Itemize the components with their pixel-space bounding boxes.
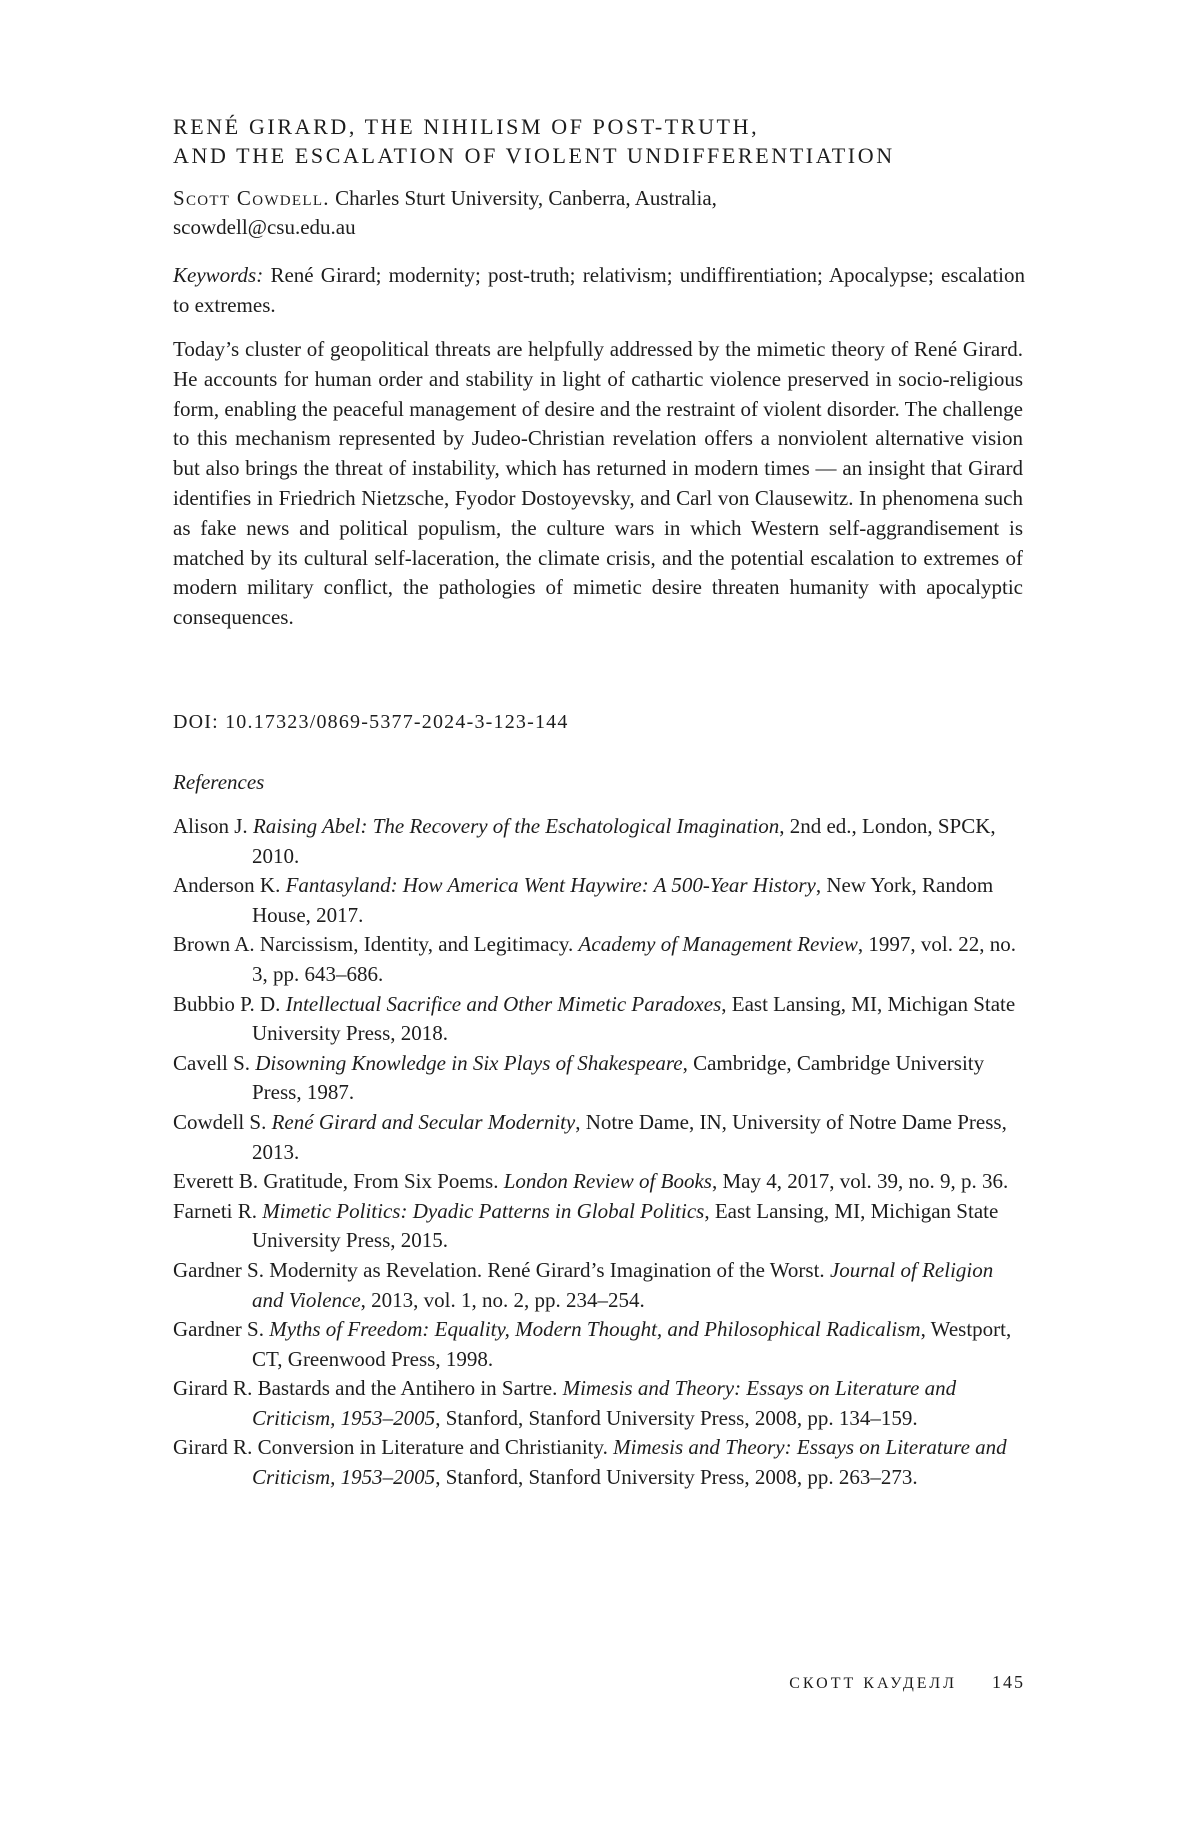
reference-details: , New York, Random House, 2017. <box>252 873 994 927</box>
reference-item <box>173 1433 1025 1492</box>
page-footer <box>789 1672 1025 1693</box>
reference-text: Anderson K. <box>173 873 286 898</box>
reference-italic-title: Mimesis and Theory: Essays on Literature and Criticism, 1953–2005 <box>252 1376 957 1430</box>
keywords-label: Keywords: <box>173 263 264 287</box>
author-name: Scott Cowdell. <box>173 186 330 210</box>
article-title-line-1: RENÉ GIRARD, THE NIHILISM OF POST-TRUTH, <box>173 114 760 139</box>
reference-item <box>173 871 1025 930</box>
article-title-line-2: AND THE ESCALATION OF VIOLENT UNDIFFERENTIATION <box>173 143 895 168</box>
reference-item <box>173 1374 1025 1433</box>
author-email[interactable]: scowdell@csu.edu.au <box>173 215 356 239</box>
reference-text: Cowdell S. <box>173 1109 272 1134</box>
doi[interactable]: DOI: 10.17323/0869-5377-2024-3-123-144 <box>173 711 569 733</box>
reference-italic-title: Mimesis and Theory: Essays on Literature and Criticism, 1953–2005 <box>252 1435 1007 1490</box>
reference-details: , Stanford, Stanford University Press, 2008, pp. 263–273. <box>435 1465 918 1490</box>
reference-item <box>173 1049 1025 1108</box>
reference-italic-title: Journal of Religion and Violence <box>252 1257 994 1312</box>
reference-item <box>173 990 1025 1049</box>
reference-details: , Cambridge, Cambridge University Press, 1987. <box>252 1050 985 1105</box>
reference-text: Everett B. Gratitude, From Six Poems. <box>173 1169 504 1194</box>
reference-text: Cavell S. <box>173 1050 256 1075</box>
reference-text: Gardner S. <box>173 1317 270 1342</box>
reference-item <box>173 930 1025 989</box>
reference-item <box>173 1167 1025 1197</box>
reference-text: Gardner S. Modernity as Revelation. René Girard’s Imagination of the Worst. <box>173 1257 830 1282</box>
reference-text: Bubbio P. D. <box>173 991 286 1016</box>
reference-details: , 2013, vol. 1, no. 2, pp. 234–254. <box>360 1287 645 1312</box>
reference-italic-title: Academy of Management Review <box>578 932 858 957</box>
author-affiliation: Charles Sturt University, Canberra, Australia, <box>335 186 717 210</box>
reference-item <box>173 1256 1025 1315</box>
reference-text: Girard R. Conversion in Literature and Christianity. <box>173 1435 614 1460</box>
references-list <box>173 812 1025 1493</box>
reference-details: , Notre Dame, IN, University of Notre Dame Press, 2013. <box>252 1109 1007 1164</box>
reference-details: , Westport, CT, Greenwood Press, 1998. <box>252 1317 1012 1371</box>
reference-italic-title: Fantasyland: How America Went Haywire: A 500-Year History <box>285 873 816 898</box>
reference-text: Alison J. <box>173 814 253 838</box>
reference-details: , East Lansing, MI, Michigan State University Press, 2018. <box>252 991 1016 1046</box>
reference-item <box>173 812 1025 871</box>
author-block <box>173 184 1043 242</box>
reference-details: , 2nd ed., London, SPCK, 2010. <box>252 814 996 868</box>
article-title <box>173 112 1073 170</box>
reference-italic-title: Mimetic Politics: Dyadic Patterns in Global Politics <box>262 1198 705 1223</box>
reference-details: , Stanford, Stanford University Press, 2008, pp. 134–159. <box>435 1405 918 1430</box>
keywords <box>173 260 1025 320</box>
reference-text: Girard R. Bastards and the Antihero in Sartre. <box>173 1376 563 1401</box>
reference-details: , East Lansing, MI, Michigan State University Press, 2015. <box>252 1198 999 1253</box>
abstract: Today’s cluster of geopolitical threats are helpfully addressed by the mimetic theory of René Girard. He accounts for human order and stability in light of cathartic violence preserved in socio-religious form, enabling the peaceful management of desire and the restraint of violent disorder. The challenge to this mechanism represented by Judeo-Christian revelation offers a nonviolent alternative vision but also brings the threat of instability, which has returned in modern times — an insight that Girard identifies in Friedrich Nietzsche, Fyodor Dostoyevsky, and Carl von Clausewitz. In phenomena such as fake news and political populism, the culture wars in which Western self-aggrandisement is matched by its cultural self-laceration, the climate crisis, and the potential escalation to extremes of modern military conflict, the pathologies of mimetic desire threaten humanity with apocalyptic consequences. <box>173 337 1023 630</box>
reference-text: Farneti R. <box>173 1198 263 1223</box>
reference-item <box>173 1197 1025 1256</box>
reference-italic-title: René Girard and Secular Modernity <box>271 1109 576 1134</box>
reference-details: , May 4, 2017, vol. 39, no. 9, p. 36. <box>711 1169 1009 1194</box>
reference-italic-title: London Review of Books <box>503 1169 712 1194</box>
reference-italic-title: Intellectual Sacrifice and Other Mimetic Paradoxes <box>285 991 722 1016</box>
reference-item <box>173 1108 1025 1167</box>
reference-italic-title: Raising Abel: The Recovery of the Eschatological Imagination <box>252 814 780 838</box>
reference-italic-title: Disowning Knowledge in Six Plays of Shakespeare <box>255 1050 683 1075</box>
references-heading: References <box>173 770 265 794</box>
reference-details: , 1997, vol. 22, no. 3, pp. 643–686. <box>252 932 1016 986</box>
running-head: СКОТТ КАУДЕЛЛ <box>789 1675 957 1692</box>
page-number: 145 <box>992 1672 1025 1692</box>
reference-text: Brown A. Narcissism, Identity, and Legitimacy. <box>173 932 579 957</box>
keywords-text: René Girard; modernity; post-truth; relativism; undiffirentiation; Apocalypse; escalation to extremes. <box>173 263 1026 317</box>
reference-italic-title: Myths of Freedom: Equality, Modern Thought, and Philosophical Radicalism <box>269 1317 921 1342</box>
reference-item <box>173 1315 1025 1374</box>
